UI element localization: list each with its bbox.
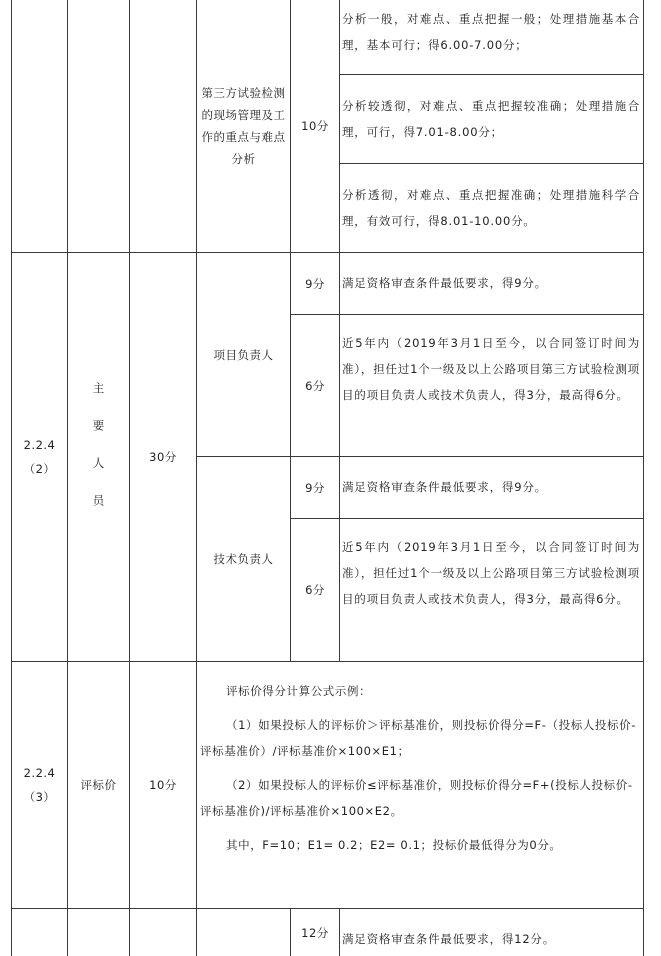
border-line (339, 74, 644, 75)
role-project-manager: 项目负责人 (213, 347, 274, 362)
formula-case-above: （1）如果投标人的评标价＞评标基准价，则投标价得分=F-（投标人投标价-评标基准价）/评标基准价×100×E1； (200, 718, 636, 758)
item-third-party-analysis: 第三方试验检测的现场管理及工作的重点与难点分析 (201, 86, 286, 166)
criteria-tl-experience: 近5年内（2019年3月1日至今，以合同签订时间为准），担任过1个一级及以上公路项目第三方试验检测项目的项目负责人或技术负责人，得3分，最高得6分。 (342, 540, 640, 606)
border-line (290, 314, 644, 315)
category-price: 评标价 (80, 778, 117, 792)
category-personnel: 主要人员 (91, 382, 106, 532)
score-pm-basic: 9分 (305, 276, 325, 291)
criteria-tl-basic: 满足资格审查条件最低要求，得9分。 (342, 480, 547, 494)
score-tl-basic: 9分 (305, 480, 325, 495)
score-pm-experience: 6分 (305, 378, 325, 393)
role-technical-lead: 技术负责人 (213, 552, 274, 566)
section-code-price: 2.2.4 （3） (23, 766, 56, 804)
formula-case-below: （2）如果投标人的评标价≤评标基准价，则投标价得分=F+(投标人投标价-评标基准价)/评标基准价×100×E2。 (200, 778, 633, 818)
section-code-personnel: 2.2.4 （2） (23, 438, 56, 476)
criteria-pm-basic: 满足资格审查条件最低要求，得9分。 (342, 276, 547, 290)
category-personnel-wrap (68, 253, 129, 661)
formula-title: 评标价得分计算公式示例： (226, 684, 372, 698)
score-next-basic: 12分 (301, 925, 329, 940)
criteria-pm-experience: 近5年内（2019年3月1日至今，以合同签订时间为准），担任过1个一级及以上公路项目第三方试验检测项目的项目负责人或技术负责人，得3分，最高得6分。 (342, 336, 640, 402)
criteria-very-thorough: 分析透彻，对难点、重点把握准确；处理措施科学合理，有效可行，得8.01-10.00分。 (342, 188, 640, 228)
border-line (339, 0, 340, 662)
formula-parameters: 其中，F=10；E1= 0.2；E2= 0.1；投标价最低得分为0分。 (226, 838, 562, 852)
score-tl-experience: 6分 (305, 583, 325, 597)
price-formula-block (200, 678, 640, 866)
score-third-party: 10分 (301, 119, 329, 133)
criteria-general: 分析一般，对难点、重点把握一般；处理措施基本合理，基本可行；得6.00-7.00分； (342, 12, 640, 52)
border-line (643, 0, 644, 956)
border-line (339, 908, 340, 956)
border-line (290, 518, 644, 519)
total-personnel: 30分 (149, 450, 177, 464)
border-line (339, 163, 644, 164)
total-price: 10分 (149, 778, 177, 792)
criteria-next-basic: 满足资格审查条件最低要求，得12分。 (342, 932, 556, 946)
criteria-thorough: 分析较透彻，对难点、重点把握较准确；处理措施合理，可行，得7.01-8.00分； (342, 99, 640, 139)
